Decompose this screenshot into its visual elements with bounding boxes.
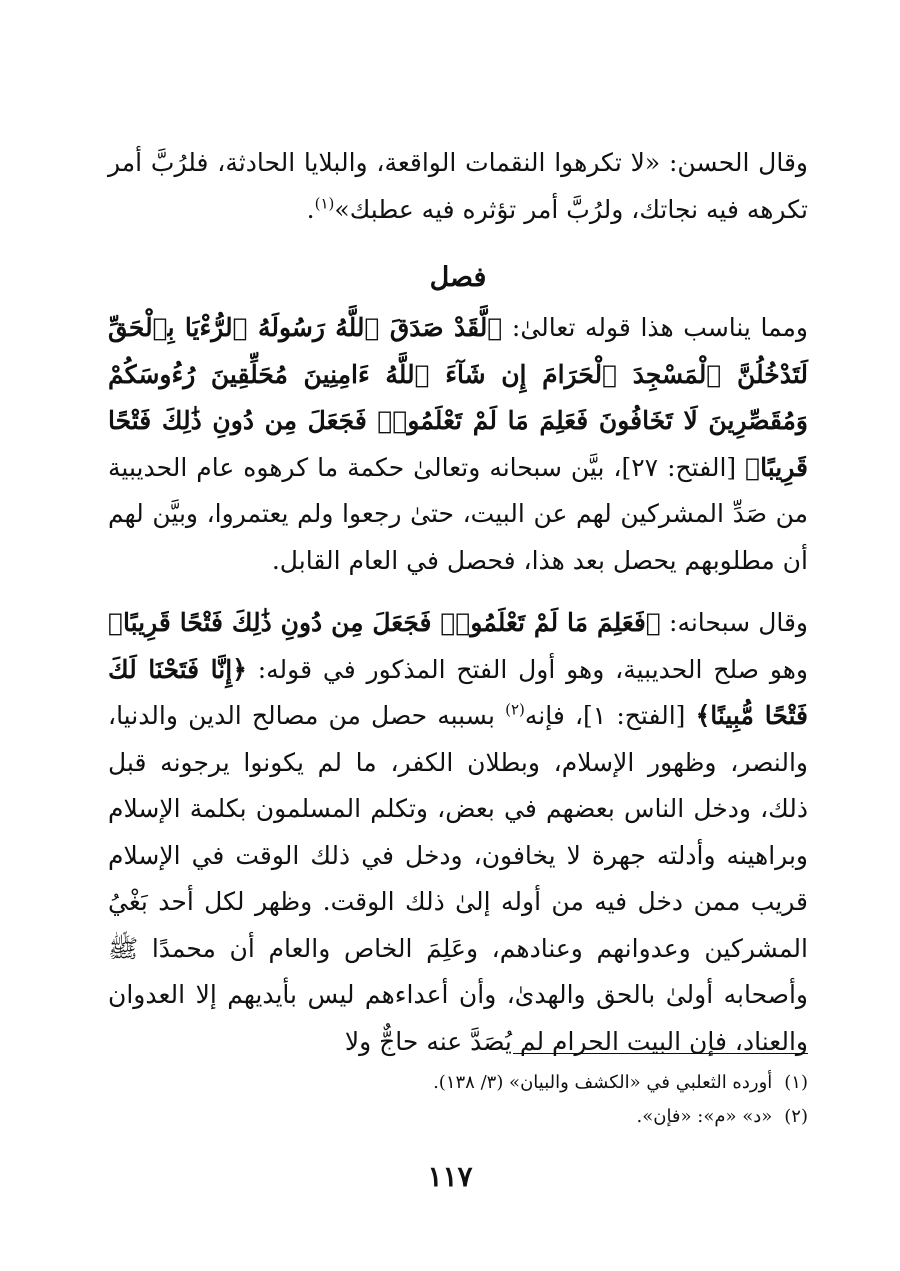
quran-verse-fath-27-part: ﴿فَعَلِمَ مَا لَمْ تَعْلَمُوا۟ فَجَعَلَ مِن دُونِ ذَٰلِكَ فَتْحًا قَرِيبًا﴾ bbox=[108, 608, 661, 637]
quran-verse-fath-27: ﴿لَّقَدْ صَدَقَ ٱللَّهُ رَسُولَهُ ٱلرُّءْيَا بِٱلْحَقِّ لَتَدْخُلُنَّ ٱلْمَسْجِدَ ٱلْحَرَامَ إِن شَآءَ ٱللَّهُ ءَامِنِينَ مُحَلِّقِينَ رُءُوسَكُمْ وَمُقَصِّرِينَ لَا تَخَافُونَ فَعَلِمَ مَا لَمْ تَعْلَمُوا۟ فَجَعَلَ مِن دُونِ ذَٰلِكَ فَتْحًا قَرِيبًا﴾ bbox=[108, 313, 809, 482]
footnote-ref-2: (٢) bbox=[505, 700, 525, 719]
paragraph-conquest bbox=[108, 600, 808, 1065]
footnote-text: «د» «م»: «فإن». bbox=[636, 1106, 773, 1127]
footnote-2 bbox=[108, 1100, 808, 1134]
footnote-ref-1: (١) bbox=[314, 194, 335, 213]
verse-citation: [الفتح: ٢٧] bbox=[621, 452, 746, 482]
paragraph-intro: ومما يناسب هذا قوله تعالىٰ: bbox=[502, 313, 808, 342]
fa-innahu: ، فإنه bbox=[524, 701, 584, 730]
paragraph-hudaybiyyah bbox=[108, 305, 808, 584]
footnotes bbox=[108, 1066, 808, 1134]
footnote-text: أورده الثعلبي في «الكشف والبيان» (٣/ ١٣٨). bbox=[433, 1072, 773, 1093]
paragraph-end: . bbox=[306, 194, 315, 224]
paragraph-mid: وهو صلح الحديبية، وهو أول الفتح المذكور في قوله: bbox=[246, 654, 808, 684]
footnote-number: (٢) bbox=[784, 1106, 808, 1127]
footnote-number: (١) bbox=[784, 1072, 808, 1093]
quran-verse-fath-1: ﴿إِنَّا فَتَحْنَا لَكَ فَتْحًا مُّبِينًا﴾ bbox=[108, 654, 809, 730]
paragraph-text: وقال الحسن: «لا تكرهوا النقمات الواقعة، والبلايا الحادثة، فلرُبَّ أمر تكرهه فيه نجاتك، ولرُبَّ أمر تؤثره فيه عطبك» bbox=[108, 148, 808, 224]
verse-citation: [الفتح: ١] bbox=[583, 701, 696, 730]
paragraph-hasan-quote bbox=[108, 140, 808, 233]
paragraph-rest: ، بيَّن سبحانه وتعالىٰ حكمة ما كرهوه عام الحديبية من صَدِّ المشركين لهم عن البيت، حتىٰ رجعوا ولم يعتمروا، وبيَّن لهم أن مطلوبهم يحصل بعد هذا، فحصل في العام القابل. bbox=[108, 452, 808, 575]
footnote-separator bbox=[513, 1053, 808, 1054]
footnote-1 bbox=[108, 1066, 808, 1100]
section-heading: فصل bbox=[429, 262, 487, 293]
paragraph-intro: وقال سبحانه: bbox=[660, 608, 808, 637]
page-number: ١١٧ bbox=[427, 1160, 473, 1193]
paragraph-rest: بسببه حصل من مصالح الدين والدنيا، والنصر، وظهور الإسلام، وبطلان الكفر، ما لم يكونوا يرجونه قبل ذلك، ودخل الناس بعضهم في بعض، وتكلم المسلمون بكلمة الإسلام وبراهينه وأدلته جهرة لا يخافون، ودخل في ذلك الوقت في الإسلام قريب ممن دخل فيه من أوله إلىٰ ذلك الوقت. وظهر لكل أحد بَغْيُ المشركين وعدوانهم وعنادهم، وعَلِمَ الخاص والعام أن محمدًا ﷺ وأصحابه أولىٰ بالحق والهدىٰ، وأن أعداءهم ليس بأيديهم إلا العدوان والعناد، فإن البيت الحرام لم يُصَدَّ عنه حاجٌّ ولا bbox=[108, 701, 808, 1056]
